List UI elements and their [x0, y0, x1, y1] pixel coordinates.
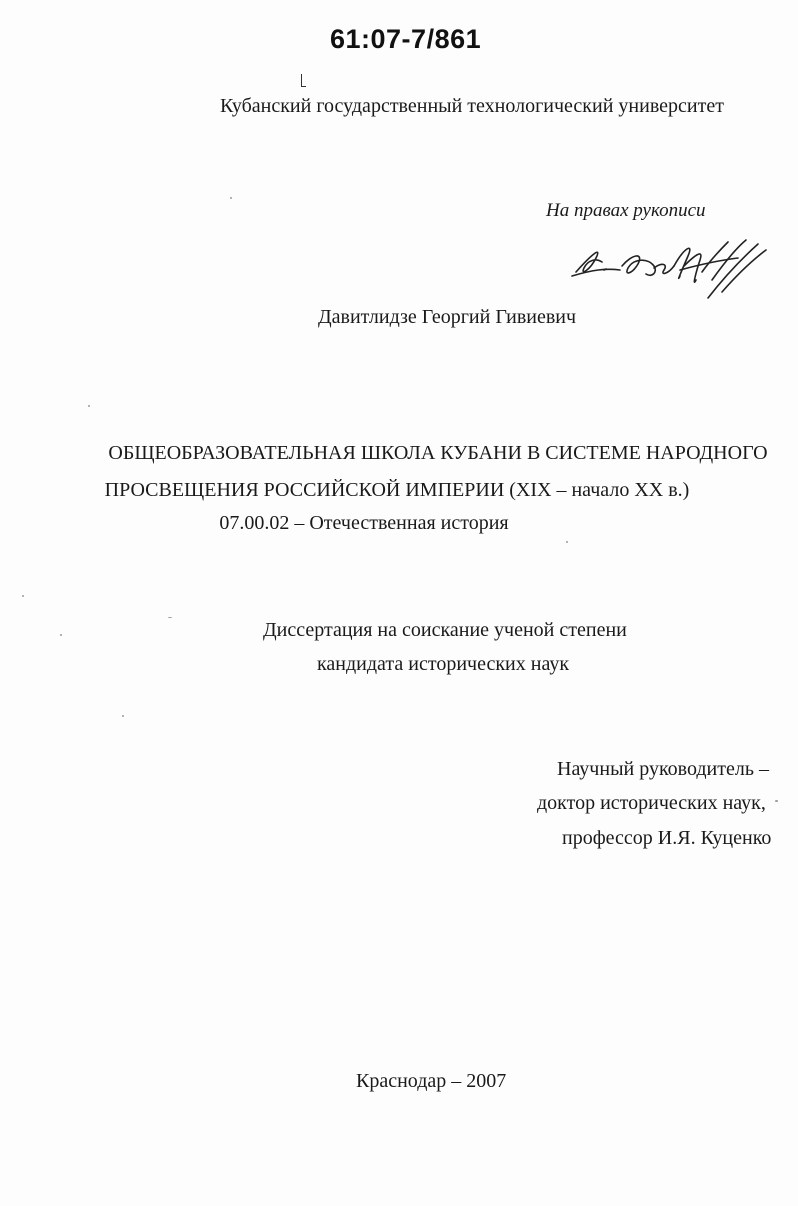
- scan-speck: [88, 405, 90, 407]
- scan-speck: [122, 715, 124, 717]
- city-year: Краснодар – 2007: [356, 1070, 507, 1092]
- thesis-degree-line-2: кандидата исторических наук: [317, 653, 570, 675]
- advisor-line-2: доктор исторических наук,: [537, 792, 766, 814]
- scan-speck: [775, 800, 778, 802]
- author-name: Давитлидзе Георгий Гивиевич: [318, 306, 577, 328]
- scan-speck: [566, 541, 568, 543]
- specialty-text: 07.00.02 – Отечественная история: [219, 512, 509, 534]
- scan-mark: [301, 74, 306, 87]
- scan-speck: [168, 617, 172, 618]
- advisor-line-3: профессор И.Я. Куценко: [562, 827, 772, 849]
- author-signature: [562, 236, 776, 308]
- specialty-code: [0, 512, 798, 535]
- university-name: Кубанский государственный технологический университет: [220, 95, 724, 117]
- thesis-degree-line-1: Диссертация на соискание ученой степени: [263, 619, 627, 641]
- scan-speck: [22, 595, 24, 597]
- advisor-line-1: Научный руководитель –: [557, 758, 769, 780]
- archive-code: 61:07-7/861: [330, 24, 482, 54]
- scan-speck: [230, 197, 232, 199]
- manuscript-note: На правах рукописи: [546, 200, 706, 221]
- dissertation-title-line-1: ОБЩЕОБРАЗОВАТЕЛЬНАЯ ШКОЛА КУБАНИ В СИСТЕМЕ НАРОДНОГО: [108, 442, 768, 464]
- scan-speck: [60, 634, 62, 636]
- dissertation-title-line-2: ПРОСВЕЩЕНИЯ РОССИЙСКОЙ ИМПЕРИИ (XIX – начало XX в.): [104, 479, 690, 501]
